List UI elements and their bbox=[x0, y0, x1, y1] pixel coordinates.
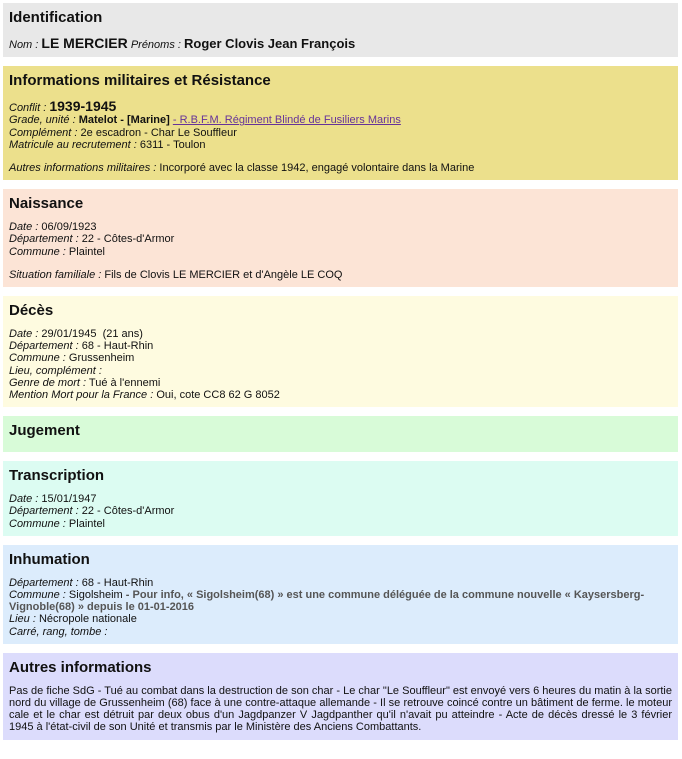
lieu-value: Nécropole nationale bbox=[38, 613, 137, 626]
matricule-label: Matricule au recrutement : bbox=[9, 138, 137, 151]
situation-value: Fils de Clovis LE MERCIER et d'Angèle LE COQ bbox=[104, 268, 343, 281]
section-title: Identification bbox=[9, 9, 103, 26]
autres-militaires-line bbox=[9, 162, 672, 174]
section-autres-informations bbox=[3, 653, 678, 740]
commune-info-note: - Pour info, « Sigolsheim(68) » est une commune déléguée de la commune nouvelle « Kaysersberg-Vignoble(68) » depuis le 01-01-2016 bbox=[9, 589, 645, 614]
commune-value: Sigolsheim bbox=[68, 589, 123, 602]
mention-label: Mention Mort pour la France : bbox=[9, 389, 154, 402]
section-title: Naissance bbox=[9, 195, 84, 213]
prenoms-value: Roger Clovis Jean François bbox=[184, 36, 356, 51]
departement-label: Département : bbox=[9, 576, 79, 589]
departement-line bbox=[9, 505, 672, 517]
section-transcription bbox=[3, 461, 678, 536]
section-title: Informations militaires et Résistance bbox=[9, 72, 271, 90]
section-inhumation bbox=[3, 545, 678, 644]
carre-label: Carré, rang, tombe : bbox=[9, 625, 108, 638]
grade-label: Grade, unité : bbox=[9, 114, 76, 127]
matricule-value: 6311 - Toulon bbox=[139, 138, 206, 151]
commune-line bbox=[9, 518, 672, 530]
lieu-line bbox=[9, 613, 672, 625]
conflit-line bbox=[9, 100, 672, 114]
complement-label: Complément : bbox=[9, 126, 78, 139]
mention-value: Oui, cote CC8 62 G 8052 bbox=[156, 389, 280, 402]
grade-value: Matelot - [Marine] bbox=[78, 114, 170, 127]
section-title: Jugement bbox=[9, 422, 80, 440]
departement-label: Département : bbox=[9, 340, 79, 353]
nom-label: Nom : bbox=[9, 39, 39, 51]
commune-label: Commune : bbox=[9, 589, 66, 602]
genre-value: Tué à l'ennemi bbox=[88, 376, 161, 389]
complement-value: 2e escadron - Char Le Souffleur bbox=[80, 126, 237, 139]
commune-label: Commune : bbox=[9, 352, 66, 365]
commune-value: Grussenheim bbox=[68, 352, 135, 365]
departement-value: 68 - Haut-Rhin bbox=[81, 576, 154, 589]
conflit-label: Conflit : bbox=[9, 102, 47, 115]
prenoms-label: Prénoms : bbox=[130, 39, 181, 51]
departement-line bbox=[9, 233, 672, 245]
departement-line bbox=[9, 577, 672, 589]
departement-label: Département : bbox=[9, 233, 79, 246]
situation-label: Situation familiale : bbox=[9, 268, 102, 281]
date-line bbox=[9, 493, 672, 505]
section-identification bbox=[3, 3, 678, 57]
section-naissance bbox=[3, 189, 678, 287]
departement-label: Département : bbox=[9, 505, 79, 518]
commune-label: Commune : bbox=[9, 245, 66, 258]
departement-value: 22 - Côtes-d'Armor bbox=[81, 233, 175, 246]
lieu-line bbox=[9, 365, 672, 377]
date-value: 06/09/1923 bbox=[41, 221, 97, 234]
matricule-line bbox=[9, 139, 672, 151]
section-title: Autres informations bbox=[9, 658, 152, 676]
commune-value: Plaintel bbox=[68, 245, 105, 258]
identity-line bbox=[9, 37, 672, 51]
section-jugement bbox=[3, 416, 678, 452]
date-value: 15/01/1947 bbox=[41, 493, 97, 506]
section-deces bbox=[3, 296, 678, 407]
carre-line bbox=[9, 626, 672, 638]
departement-line bbox=[9, 340, 672, 352]
commune-label: Commune : bbox=[9, 517, 66, 530]
date-label: Date : bbox=[9, 328, 39, 341]
conflit-value: 1939-1945 bbox=[49, 98, 117, 115]
complement-line bbox=[9, 127, 672, 139]
genre-line bbox=[9, 377, 672, 389]
autres-militaires-label: Autres informations militaires : bbox=[9, 162, 157, 175]
nom-value: LE MERCIER bbox=[41, 35, 128, 51]
commune-line bbox=[9, 352, 672, 364]
autres-militaires-value: Incorporé avec la classe 1942, engagé volontaire dans la Marine bbox=[159, 162, 475, 175]
unite-link[interactable]: - R.B.F.M. Régiment Blindé de Fusiliers Marins bbox=[172, 114, 401, 127]
section-title: Décès bbox=[9, 302, 54, 320]
commune-value: Plaintel bbox=[68, 517, 105, 530]
date-label: Date : bbox=[9, 221, 39, 234]
situation-line bbox=[9, 269, 672, 281]
date-line bbox=[9, 221, 672, 233]
date-label: Date : bbox=[9, 493, 39, 506]
commune-line bbox=[9, 589, 672, 613]
genre-label: Genre de mort : bbox=[9, 376, 87, 389]
departement-value: 68 - Haut-Rhin bbox=[81, 340, 154, 353]
section-militaire bbox=[3, 66, 678, 180]
section-title: Transcription bbox=[9, 467, 105, 485]
section-title: Inhumation bbox=[9, 550, 90, 568]
lieu-label: Lieu, complément : bbox=[9, 364, 102, 377]
commune-line bbox=[9, 246, 672, 258]
lieu-label: Lieu : bbox=[9, 613, 36, 626]
grade-line bbox=[9, 114, 672, 126]
autres-informations-text: Pas de fiche SdG - Tué au combat dans la destruction de son char - Le char "Le Souffleur" est envoyé vers 6 heures du matin à la sortie nord du village de Grussenheim (68) face à une contre-attaque allemande - Il se retrouve coincé contre un bâtiment de ferme. le moteur cale et le char est détruit par deux obus d'un Jagdpanzer V Jagdpanther qu'il n'avait pu atteindre - Acte de décès dressé le 3 février 1945 à l'état-civil de son Unité et transmis par le Ministère des Anciens Combattants. bbox=[9, 684, 672, 734]
mention-line bbox=[9, 389, 672, 401]
departement-value: 22 - Côtes-d'Armor bbox=[81, 505, 175, 518]
date-value: 29/01/1945 (21 ans) bbox=[41, 328, 143, 341]
date-line bbox=[9, 328, 672, 340]
